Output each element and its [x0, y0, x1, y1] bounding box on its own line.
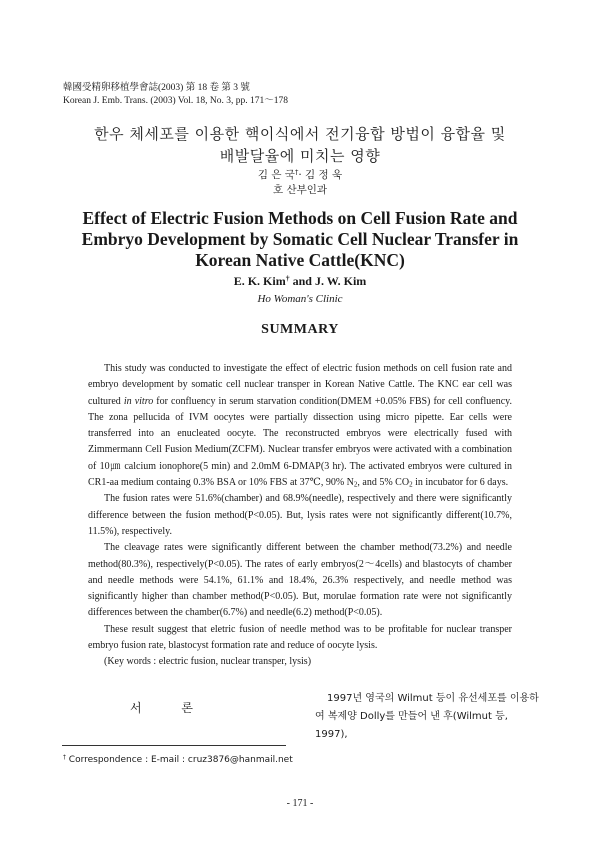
- abstract: [88, 361, 512, 671]
- footnote-divider: [62, 745, 286, 746]
- journal-header: [63, 82, 288, 108]
- journal-line-english: Korean J. Emb. Trans. (2003) Vol. 18, No. 3, pp. 171～178: [63, 96, 289, 106]
- english-authors: [0, 273, 600, 289]
- journal-line-korean: 韓國受精卵移植學會誌(2003) 第 18 卷 第 3 號: [63, 83, 250, 93]
- footnote-text: Correspondence : E-mail : cruz3876@hanmail.net: [65, 755, 293, 765]
- abstract-p1-text-a: This study was conducted to investigate the effect of electric fusion methods on cell fusion rate and embryo development by somatic cell nuclear transper in Korean Native Cattle. The KNC ear cell was cultured: [88, 363, 512, 407]
- english-title: Effect of Electric Fusion Methods on Cell Fusion Rate and Embryo Development by Somatic Cell Nuclear Transfer in Korean Native Cattle(KNC): [81, 208, 519, 270]
- page-number: - 171 -: [286, 798, 314, 809]
- abstract-paragraph-4: These result suggest that eletric fusion of needle method was to be profitable for nuclear transper embryo fusion rate, blastocyst formation rate and reduce of oocyte lysis.: [88, 623, 512, 652]
- english-author1: E. K. Kim: [233, 274, 286, 288]
- korean-author1: 김 은 국: [257, 169, 295, 181]
- english-dagger-mark: †: [285, 273, 290, 283]
- korean-affiliation: 호 산부인과: [272, 184, 328, 196]
- dagger-mark: †: [294, 168, 299, 177]
- abstract-p1-text-b: for confluency in serum starvation condition(DMEM +0.05% FBS) for cell confluency. The zona pellucida of IVM oocytes were partially dissection using micro pipette. Ear cells were transferred into an enucleated oocyte. The reconstructed embryos were electrically fused with Zimmermann Cell Fusion Medium(ZCFM). Nuclear transfer embryos were activated with a combination of 10㎛ calcium ionophore(5 min) and 2.0mM 6-DMAP(3 hr). The activated embryos were cultured in CR1-aa medium containg 0.3% BSA or 10% FBS at 37℃, 90% N: [88, 395, 512, 489]
- korean-authors: [0, 168, 600, 183]
- korean-title-line2: 배발달율에 미치는 영향: [219, 147, 381, 165]
- abstract-paragraph-1: [88, 361, 512, 491]
- english-affiliation: Ho Woman's Clinic: [257, 293, 343, 305]
- abstract-paragraph-2: The fusion rates were 51.6%(chamber) and 68.9%(needle), respectively and there were significantly difference between the fusion method(P<0.05). But, lysis rates were not significantly different(10.7%, 11.5%), respectively.: [88, 493, 512, 537]
- abstract-p1-italic: in vitro: [123, 395, 154, 407]
- footnote: [63, 754, 293, 766]
- abstract-paragraph-3: The cleavage rates were significantly different between the chamber method(73.2%) and needle method(80.3%), respectively(P<0.05). The rates of early embryos(2～4cells) and blastocyts of chamber and needle methods were 54.1%, 61.1% and 18.4%, 26.3% respectively, and needle method was significantly higher than chamber method(P<0.05). But, morulae formation rate were not significantly differences between the chamber(6.7%) and needle(6.2) method(P<0.05).: [88, 542, 512, 619]
- summary-heading: SUMMARY: [261, 322, 339, 337]
- keywords: (Key words : electric fusion, nuclear transper, lysis): [104, 656, 312, 668]
- english-author2: and J. W. Kim: [289, 274, 367, 288]
- korean-title-line1: 한우 체세포를 이용한 핵이식에서 전기융합 방법이 융합율 및: [94, 125, 506, 143]
- footnote-dagger: †: [63, 754, 66, 761]
- abstract-p1-text-c: , and 5% CO: [357, 477, 410, 489]
- intro-line-1: 1997년 영국의 Wilmut 등이 유선세포를 이용하: [327, 693, 539, 704]
- korean-author2: · 김 정 욱: [298, 169, 343, 181]
- abstract-p1-sub-co2: 2: [409, 480, 413, 489]
- abstract-p1-text-d: in incubator for 6 days.: [412, 477, 509, 489]
- intro-text: [315, 690, 539, 744]
- intro-line-2: 여 복제양 Dolly를 만들어 낸 후(Wilmut 등, 1997),: [315, 711, 508, 740]
- intro-heading: 서 론: [130, 701, 211, 715]
- korean-title: [0, 123, 600, 167]
- abstract-p1-sub-n2: 2: [353, 480, 358, 489]
